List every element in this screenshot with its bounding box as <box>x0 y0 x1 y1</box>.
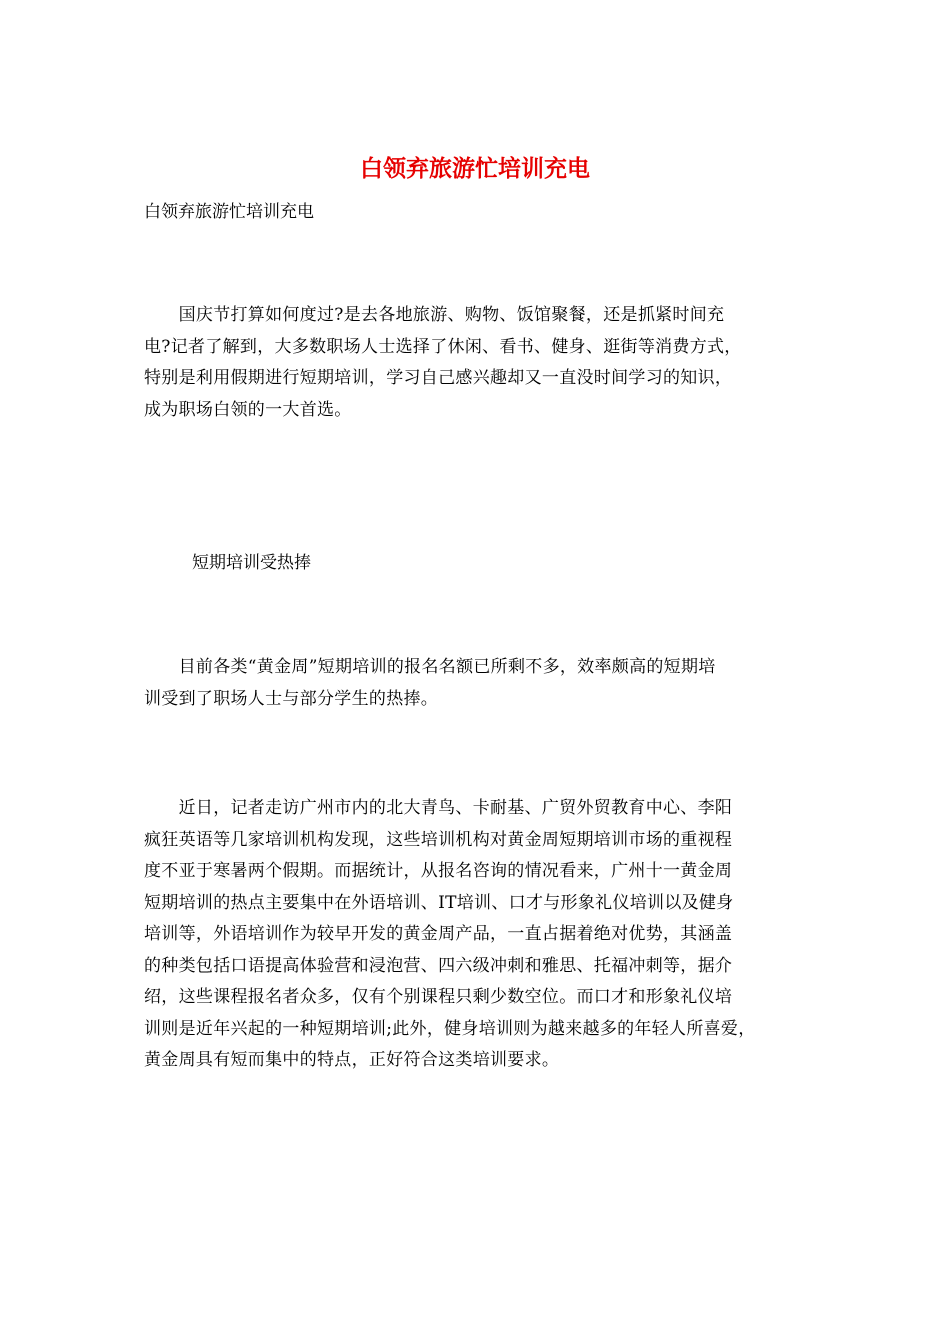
paragraph-intro <box>144 300 816 426</box>
paragraph-line: 疯狂英语等几家培训机构发现，这些培训机构对黄金周短期培训市场的重视程 <box>144 829 733 850</box>
paragraph-line: 近日，记者走访广州市内的北大青鸟、卡耐基、广贸外贸教育中心、李阳 <box>144 798 733 818</box>
paragraph-line: 国庆节打算如何度过?是去各地旅游、购物、饭馆聚餐，还是抓紧时间充 <box>144 305 725 325</box>
paragraph-survey <box>144 793 816 1077</box>
paragraph-line: 目前各类“黄金周”短期培训的报名名额已所剩不多，效率颇高的短期培 <box>144 657 716 677</box>
paragraph-line: 培训等，外语培训作为较早开发的黄金周产品，一直占据着绝对优势，其涵盖 <box>144 924 733 944</box>
section-heading: 短期培训受热捧 <box>192 553 311 573</box>
paragraph-line: 成为职场白领的一大首选。 <box>144 399 352 420</box>
document-title: 白领弃旅游忙培训充电 <box>360 155 590 182</box>
paragraph-line: 度不亚于寒暑两个假期。而据统计，从报名咨询的情况看来，广州十一黄金周 <box>144 861 733 881</box>
paragraph-line: 的种类包括口语提高体验营和浸泡营、四六级冲刺和雅思、托福冲刺等，据介 <box>144 955 733 976</box>
paragraph-line: 训受到了职场人士与部分学生的热捧。 <box>144 688 439 709</box>
paragraph-line: 特别是利用假期进行短期培训，学习自己感兴趣却又一直没时间学习的知识， <box>144 368 733 388</box>
paragraph-popularity <box>144 652 816 715</box>
paragraph-line: 训则是近年兴起的一种短期培训;此外，健身培训则为越来越多的年轻人所喜爱， <box>144 1018 756 1039</box>
paragraph-line: 短期培训的热点主要集中在外语培训、IT培训、口才与形象礼仪培训以及健身 <box>144 892 734 913</box>
document-subtitle: 白领弃旅游忙培训充电 <box>144 202 314 222</box>
paragraph-line: 绍，这些课程报名者众多，仅有个别课程只剩少数空位。而口才和形象礼仪培 <box>144 987 733 1007</box>
paragraph-line: 电?记者了解到，大多数职场人士选择了休闲、看书、健身、逛街等消费方式， <box>144 336 742 357</box>
paragraph-line: 黄金周具有短而集中的特点，正好符合这类培训要求。 <box>144 1050 560 1070</box>
